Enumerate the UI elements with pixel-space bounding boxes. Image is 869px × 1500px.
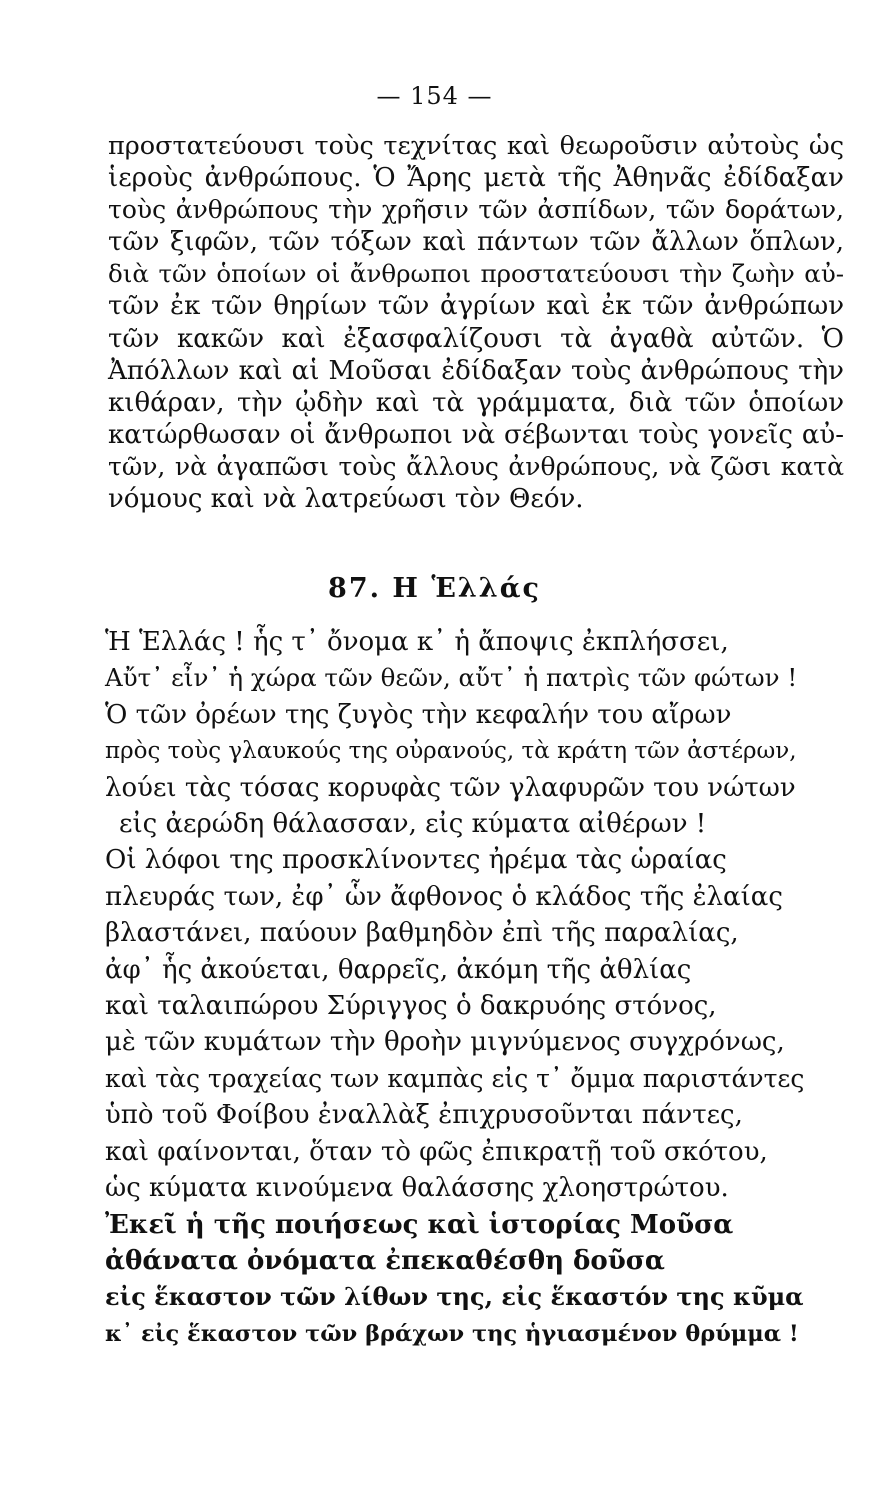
poem-line: εἰς ἀερώδη θάλασσαν, εἰς κύματα αἰθέρων ! bbox=[119, 809, 707, 840]
prose-line: τῶν ἐκ τῶν θηρίων τῶν ἀγρίων καὶ ἐκ τῶν ἀνθρώπων bbox=[108, 291, 844, 322]
poem-line: Οἱ λόφοι της προσκλίνοντες ἠρέμα τὰς ὡραίας bbox=[105, 845, 727, 876]
page-number: — 154 — bbox=[376, 82, 493, 110]
prose-line: κιθάραν, τὴν ᾠδὴν καὶ τὰ γράμματα, διὰ τῶν ὁποίων bbox=[108, 387, 844, 418]
poem-line: Ὁ τῶν ὀρέων της ζυγὸς τὴν κεφαλήν του αἴρων bbox=[105, 699, 732, 730]
prose-line: νόμους καὶ νὰ λατρεύωσι τὸν Θεόν. bbox=[108, 484, 584, 515]
prose-line: τῶν, νὰ ἀγαπῶσι τοὺς ἄλλους ἀνθρώπους, νὰ ζῶσι κατὰ bbox=[108, 451, 844, 481]
prose-line: κατώρθωσαν οἱ ἄνθρωποι νὰ σέβωνται τοὺς γονεῖς αὐ- bbox=[108, 419, 844, 450]
section-heading: 87. Η Ἑλλάς bbox=[328, 573, 541, 604]
poem-line: ἀθάνατα ὀνόματα ἐπεκαθέσθη δοῦσα bbox=[105, 1245, 665, 1276]
poem-line: ὑπὸ τοῦ Φοίβου ἐναλλὰξ ἐπιχρυσοῦνται πάντες, bbox=[105, 1100, 743, 1131]
poem-line: λούει τὰς τόσας κορυφὰς τῶν γλαφυρῶν του νώτων bbox=[105, 772, 796, 803]
prose-line: ἱεροὺς ἀνθρώπους. Ὁ Ἄρης μετὰ τῆς Ἀθηνᾶς ἐδίδαξαν bbox=[108, 163, 844, 194]
prose-line: Ἀπόλλων καὶ αἱ Μοῦσαι ἐδίδαξαν τοὺς ἀνθρώπους τὴν bbox=[108, 355, 844, 386]
poem-line: καὶ φαίνονται, ὅταν τὸ φῶς ἐπικρατῇ τοῦ σκότου, bbox=[105, 1136, 768, 1167]
prose-line: τοὺς ἀνθρώπους τὴν χρῆσιν τῶν ἀσπίδων, τῶν δοράτων, bbox=[108, 195, 844, 225]
poem-line: πρὸς τοὺς γλαυκούς της οὐρανούς, τὰ κράτη τῶν ἀστέρων, bbox=[105, 738, 797, 765]
prose-line: προστατεύουσι τοὺς τεχνίτας καὶ θεωροῦσιν αὐτοὺς ὡς bbox=[108, 131, 844, 161]
poem-line: καὶ τὰς τραχείας των καμπὰς εἰς τ᾽ ὄμμα παριστάντες bbox=[105, 1063, 805, 1093]
prose-line: διὰ τῶν ὁποίων οἱ ἄνθρωποι προστατεύουσι τὴν ζωὴν αὐ- bbox=[108, 259, 844, 289]
poem-line: ὡς κύματα κινούμενα θαλάσσης χλοηστρώτου. bbox=[105, 1173, 729, 1204]
poem-line: Ἐκεῖ ἡ τῆς ποιήσεως καὶ ἱστορίας Μοῦσα bbox=[105, 1209, 734, 1240]
poem bbox=[105, 624, 805, 1352]
poem-line: εἰς ἕκαστον τῶν λίθων της, εἰς ἕκαστόν της κῦμα bbox=[105, 1282, 804, 1312]
poem-line: καὶ ταλαιπώρου Σύριγγος ὁ δακρυόης στόνος, bbox=[105, 991, 717, 1022]
poem-line: Αὔτ᾽ εἶν᾽ ἡ χώρα τῶν θεῶν, αὔτ᾽ ἡ πατρὶς τῶν φώτων ! bbox=[105, 663, 798, 693]
poem-line: βλαστάνει, παύουν βαθμηδὸν ἐπὶ τῆς παραλίας, bbox=[105, 918, 739, 949]
poem-line: μὲ τῶν κυμάτων τὴν θροὴν μιγνύμενος συγχρόνως, bbox=[105, 1027, 785, 1058]
prose-line: τῶν ξιφῶν, τῶν τόξων καὶ πάντων τῶν ἄλλων ὅπλων, bbox=[108, 227, 844, 258]
poem-line: ἀφ᾽ ἧς ἀκούεται, θαρρεῖς, ἀκόμη τῆς ἀθλίας bbox=[105, 954, 692, 985]
poem-line: Ἡ Ἑλλάς ! ἧς τ᾽ ὄνομα κ᾽ ἡ ἄποψις ἐκπλήσσει, bbox=[105, 627, 729, 657]
prose-paragraph bbox=[108, 130, 844, 515]
poem-line: κ᾽ εἰς ἕκαστον τῶν βράχων της ἡγιασμένον θρύμμα ! bbox=[105, 1320, 799, 1347]
poem-line: πλευράς των, ἐφ᾽ ὧν ἄφθονος ὁ κλάδος τῆς ἐλαίας bbox=[105, 881, 783, 912]
prose-line: τῶν κακῶν καὶ ἐξασφαλίζουσι τὰ ἀγαθὰ αὐτῶν. Ὁ bbox=[108, 323, 844, 354]
